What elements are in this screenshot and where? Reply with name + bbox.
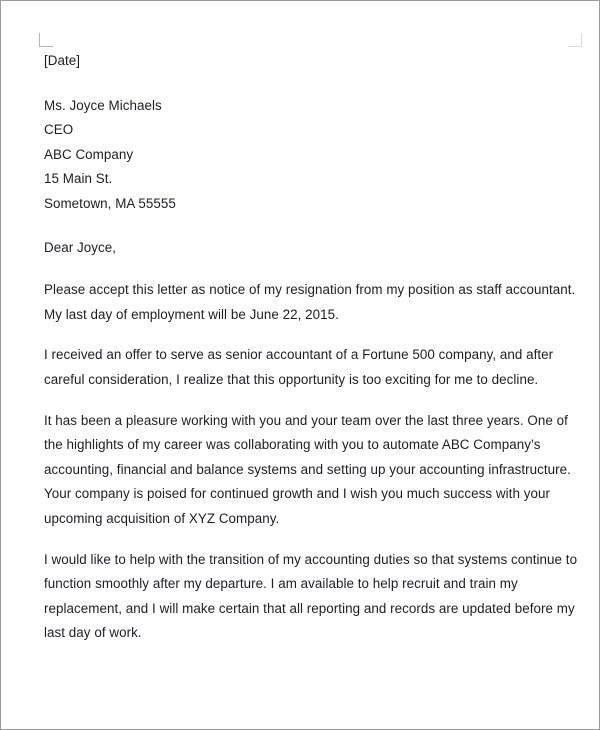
recipient-address-block	[44, 94, 580, 217]
letter-body	[44, 49, 580, 646]
recipient-title: CEO	[44, 122, 74, 138]
crop-mark-top-left-icon	[39, 33, 53, 47]
body-paragraph-2: I received an offer to serve as senior accountant of a Fortune 500 company, and after careful consideration, I realize that this opportunity is too exciting for me to decline.	[44, 347, 554, 387]
crop-mark-top-right-icon	[568, 33, 582, 47]
salutation: Dear Joyce,	[44, 239, 116, 255]
body-paragraph-3: It has been a pleasure working with you and your team over the last three years. One of the highlights of my career was collaborating with you to automate ABC Company’s accounting, financial and balance systems and setting up your accounting infrastructure. Your company is poised for continued growth and I wish you much success with your upcoming acquisition of XYZ Company.	[44, 412, 571, 526]
recipient-city-state-zip: Sometown, MA 55555	[44, 195, 176, 211]
recipient-company: ABC Company	[44, 146, 134, 162]
date-placeholder: [Date]	[44, 53, 81, 68]
recipient-street: 15 Main St.	[44, 171, 113, 187]
recipient-name: Ms. Joyce Michaels	[44, 97, 162, 113]
body-paragraph-4: I would like to help with the transition of my accounting duties so that systems continue to function smoothly after my departure. I am available to help recruit and train my replacement, and I will make certain that all reporting and records are updated before my last day of work.	[44, 551, 578, 641]
body-paragraph-1: Please accept this letter as notice of my resignation from my position as staff accountant. My last day of employment will be June 22, 2015.	[44, 282, 576, 322]
